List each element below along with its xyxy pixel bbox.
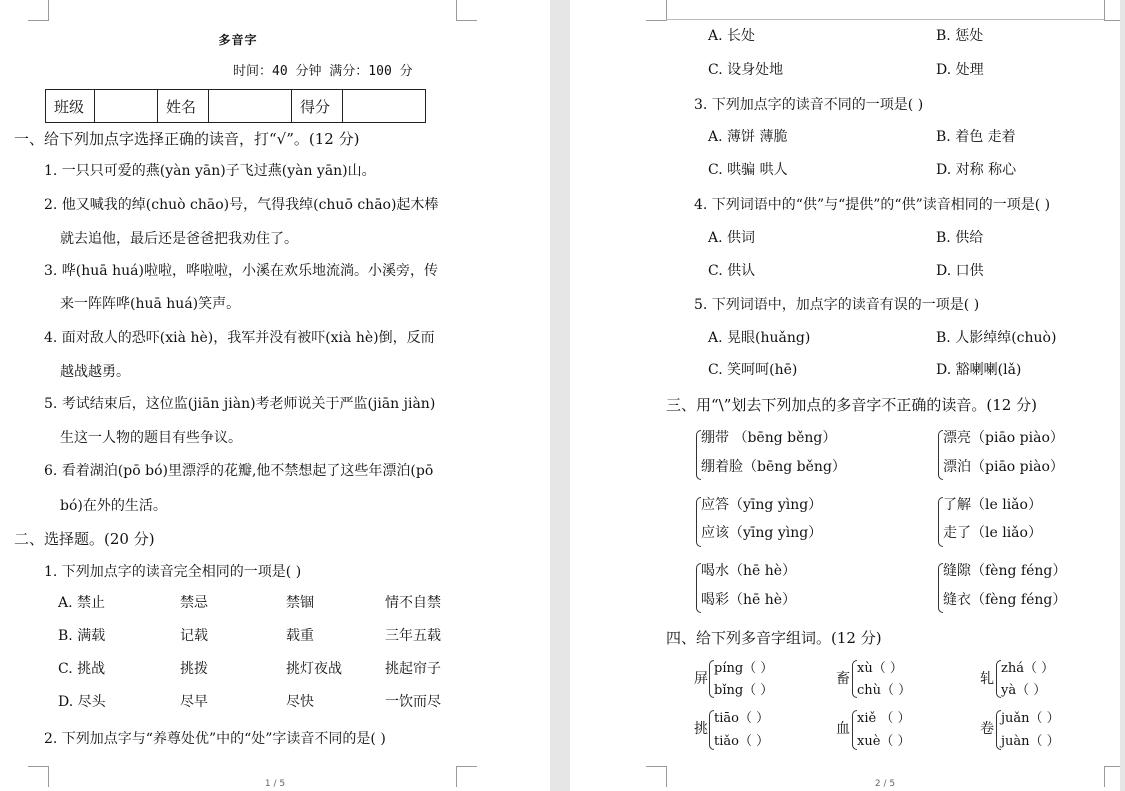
q3-option-c: C. 哄骗 哄人 (708, 162, 788, 178)
s1-line-6: 4. 面对敌人的恐吓(xià hè)，我军并没有被吓(xià hè)倒，反而 (44, 330, 435, 346)
s1-line-1: 1. 一只只可爱的燕(yàn yān)子飞过燕(yàn yān)山。 (44, 163, 376, 179)
s1-line-4: 3. 哗(huā huá)啦啦，哗啦啦，小溪在欢乐地流淌。小溪旁，传 (44, 263, 438, 279)
section-4-heading: 四、给下列多音字组词。(12 分) (666, 629, 882, 647)
s3-group-4-word-1: 了解（le liǎo） (943, 497, 1042, 513)
q1-option-b-word: 三年五载 (385, 628, 441, 644)
s4-reading-4b: tiǎo（ ） (714, 734, 770, 749)
time-and-score-info: 时间：40 分钟 满分：100 分 (233, 64, 413, 79)
crop-mark (646, 0, 667, 21)
q5-option-c: C. 笑呵呵(hē) (708, 362, 798, 378)
q4-option-b: B. 供给 (936, 230, 984, 246)
s4-char-4: 挑 (694, 721, 708, 737)
s3-group-6-word-1: 缝隙（fèng féng） (943, 563, 1067, 579)
s2-question-2: 2. 下列加点字与“养尊处优”中的“处”字读音不同的是( ) (44, 731, 386, 747)
s3-group-4-word-2: 走了（le liǎo） (943, 525, 1042, 541)
q4-option-a: A. 供词 (708, 230, 756, 246)
q1-option-a-word: 禁锢 (286, 595, 314, 611)
q3-option-a: A. 薄饼 薄脆 (708, 129, 788, 145)
s4-reading-4a: tiāo（ ） (714, 711, 770, 726)
class-field[interactable] (95, 90, 158, 123)
s4-reading-6b: juàn（ ） (1001, 734, 1060, 749)
s1-line-2: 2. 他又喊我的绰(chuò chāo)号，气得我绰(chuō chāo)起木棒 (44, 197, 439, 213)
s3-group-3-word-2: 应该（yīng yìng） (701, 525, 823, 541)
s1-line-3: 就去追他，最后还是爸爸把我劝住了。 (60, 231, 298, 247)
page-number: 1 / 5 (264, 779, 286, 789)
s2-question-1: 1. 下列加点字的读音完全相同的一项是( ) (44, 564, 302, 580)
header-rule (666, 19, 1104, 20)
q4-option-c: C. 供认 (708, 263, 756, 279)
q1-option-c: C. 挑战 (58, 661, 106, 677)
s4-char-2: 畜 (836, 671, 850, 687)
q1-option-d: D. 尽头 (58, 694, 106, 710)
s1-line-8: 5. 考试结束后，这位监(jiān jiàn)考老师说关于严监(jiān jiàn) (44, 396, 436, 412)
crop-mark (28, 0, 49, 21)
s1-line-5: 来一阵阵哗(huā huá)笑声。 (60, 296, 241, 312)
s4-reading-3b: yà（ ） (1001, 683, 1047, 698)
s4-reading-3a: zhá（ ） (1001, 661, 1055, 676)
s3-group-2-word-2: 漂泊（piāo piào） (943, 459, 1064, 475)
q5-option-d: D. 豁喇喇(lǎ) (936, 362, 1022, 378)
s3-group-1-word-1: 绷带 （bēng běng） (701, 430, 837, 446)
s4-char-1: 屏 (694, 671, 708, 687)
document-title: 多音字 (218, 33, 258, 47)
s2-question-3: 3. 下列加点字的读音不同的一项是( ) (694, 97, 924, 113)
s3-group-2-word-1: 漂亮（piāo piào） (943, 430, 1064, 446)
s3-group-3-word-1: 应答（yīng yìng） (701, 497, 823, 513)
s1-line-11: bó)在外的生活。 (60, 498, 167, 514)
s3-group-5-word-1: 喝水（hē hè） (701, 563, 797, 579)
s3-group-1-word-2: 绷着脸（bēng běng） (701, 459, 846, 475)
s4-reading-2b: chù（ ） (857, 683, 912, 698)
section-2-heading: 二、选择题。(20 分) (14, 530, 155, 548)
document-page-1 (0, 0, 550, 791)
s4-char-6: 卷 (980, 721, 994, 737)
s4-reading-6a: juǎn（ ） (1001, 711, 1060, 726)
q1-option-c-word: 挑起帘子 (385, 661, 441, 677)
q1-option-c-word: 挑拨 (180, 661, 208, 677)
q1-option-d-word: 一饮而尽 (385, 694, 441, 710)
s1-line-10: 6. 看着湖泊(pō bó)里漂浮的花瓣,他不禁想起了这些年漂泊(pō (44, 463, 434, 479)
s4-reading-5a: xiě （ ） (857, 711, 911, 726)
q2-option-a: A. 长处 (708, 28, 756, 44)
s4-char-5: 血 (836, 721, 850, 737)
s2-question-5: 5. 下列词语中，加点字的读音有误的一项是( ) (694, 297, 980, 313)
q1-option-c-word: 挑灯夜战 (286, 661, 342, 677)
name-label: 姓名 (158, 90, 209, 123)
q1-option-a-word: 禁忌 (180, 595, 208, 611)
q2-option-b: B. 惩处 (936, 28, 984, 44)
class-label: 班级 (46, 90, 95, 123)
student-info-table (45, 89, 426, 123)
score-label: 得分 (292, 90, 343, 123)
crop-mark (456, 0, 477, 21)
q4-option-d: D. 口供 (936, 263, 984, 279)
s4-reading-5b: xuè（ ） (857, 734, 911, 749)
s2-question-4: 4. 下列词语中的“供”与“提供”的“供”读音相同的一项是( ) (694, 197, 1051, 213)
q2-option-c: C. 设身处地 (708, 62, 784, 78)
crop-mark (1104, 0, 1120, 21)
q1-option-b-word: 载重 (286, 628, 314, 644)
q5-option-a: A. 晃眼(huǎng) (708, 330, 811, 346)
q5-option-b: B. 人影绰绰(chuò) (936, 330, 1057, 346)
s3-group-5-word-2: 喝彩（hē hè） (701, 592, 797, 608)
s4-reading-1b: bǐng（ ） (714, 683, 774, 698)
q1-option-d-word: 尽快 (286, 694, 314, 710)
section-3-heading: 三、用“\”划去下列加点的多音字不正确的读音。(12 分) (666, 396, 1037, 414)
q1-option-b: B. 满载 (58, 628, 106, 644)
s1-line-7: 越战越勇。 (60, 364, 130, 380)
q2-option-d: D. 处理 (936, 62, 984, 78)
s4-char-3: 轧 (980, 671, 994, 687)
document-page-2 (570, 0, 1120, 791)
q1-option-d-word: 尽早 (180, 694, 208, 710)
s4-reading-1a: píng（ ） (714, 661, 774, 676)
s4-reading-2a: xù（ ） (857, 661, 903, 676)
q1-option-b-word: 记载 (180, 628, 208, 644)
name-field[interactable] (209, 90, 292, 123)
s3-group-6-word-2: 缝衣（fèng féng） (943, 592, 1067, 608)
section-1-heading: 一、给下列加点字选择正确的读音，打“√”。(12 分) (14, 130, 360, 148)
q1-option-a: A. 禁止 (58, 595, 106, 611)
q1-option-a-word: 情不自禁 (385, 595, 441, 611)
s1-line-9: 生这一人物的题目有些争议。 (60, 430, 242, 446)
q3-option-b: B. 着色 走着 (936, 129, 1016, 145)
page-number: 2 / 5 (874, 779, 896, 789)
score-field[interactable] (343, 90, 426, 123)
q3-option-d: D. 对称 称心 (936, 162, 1017, 178)
